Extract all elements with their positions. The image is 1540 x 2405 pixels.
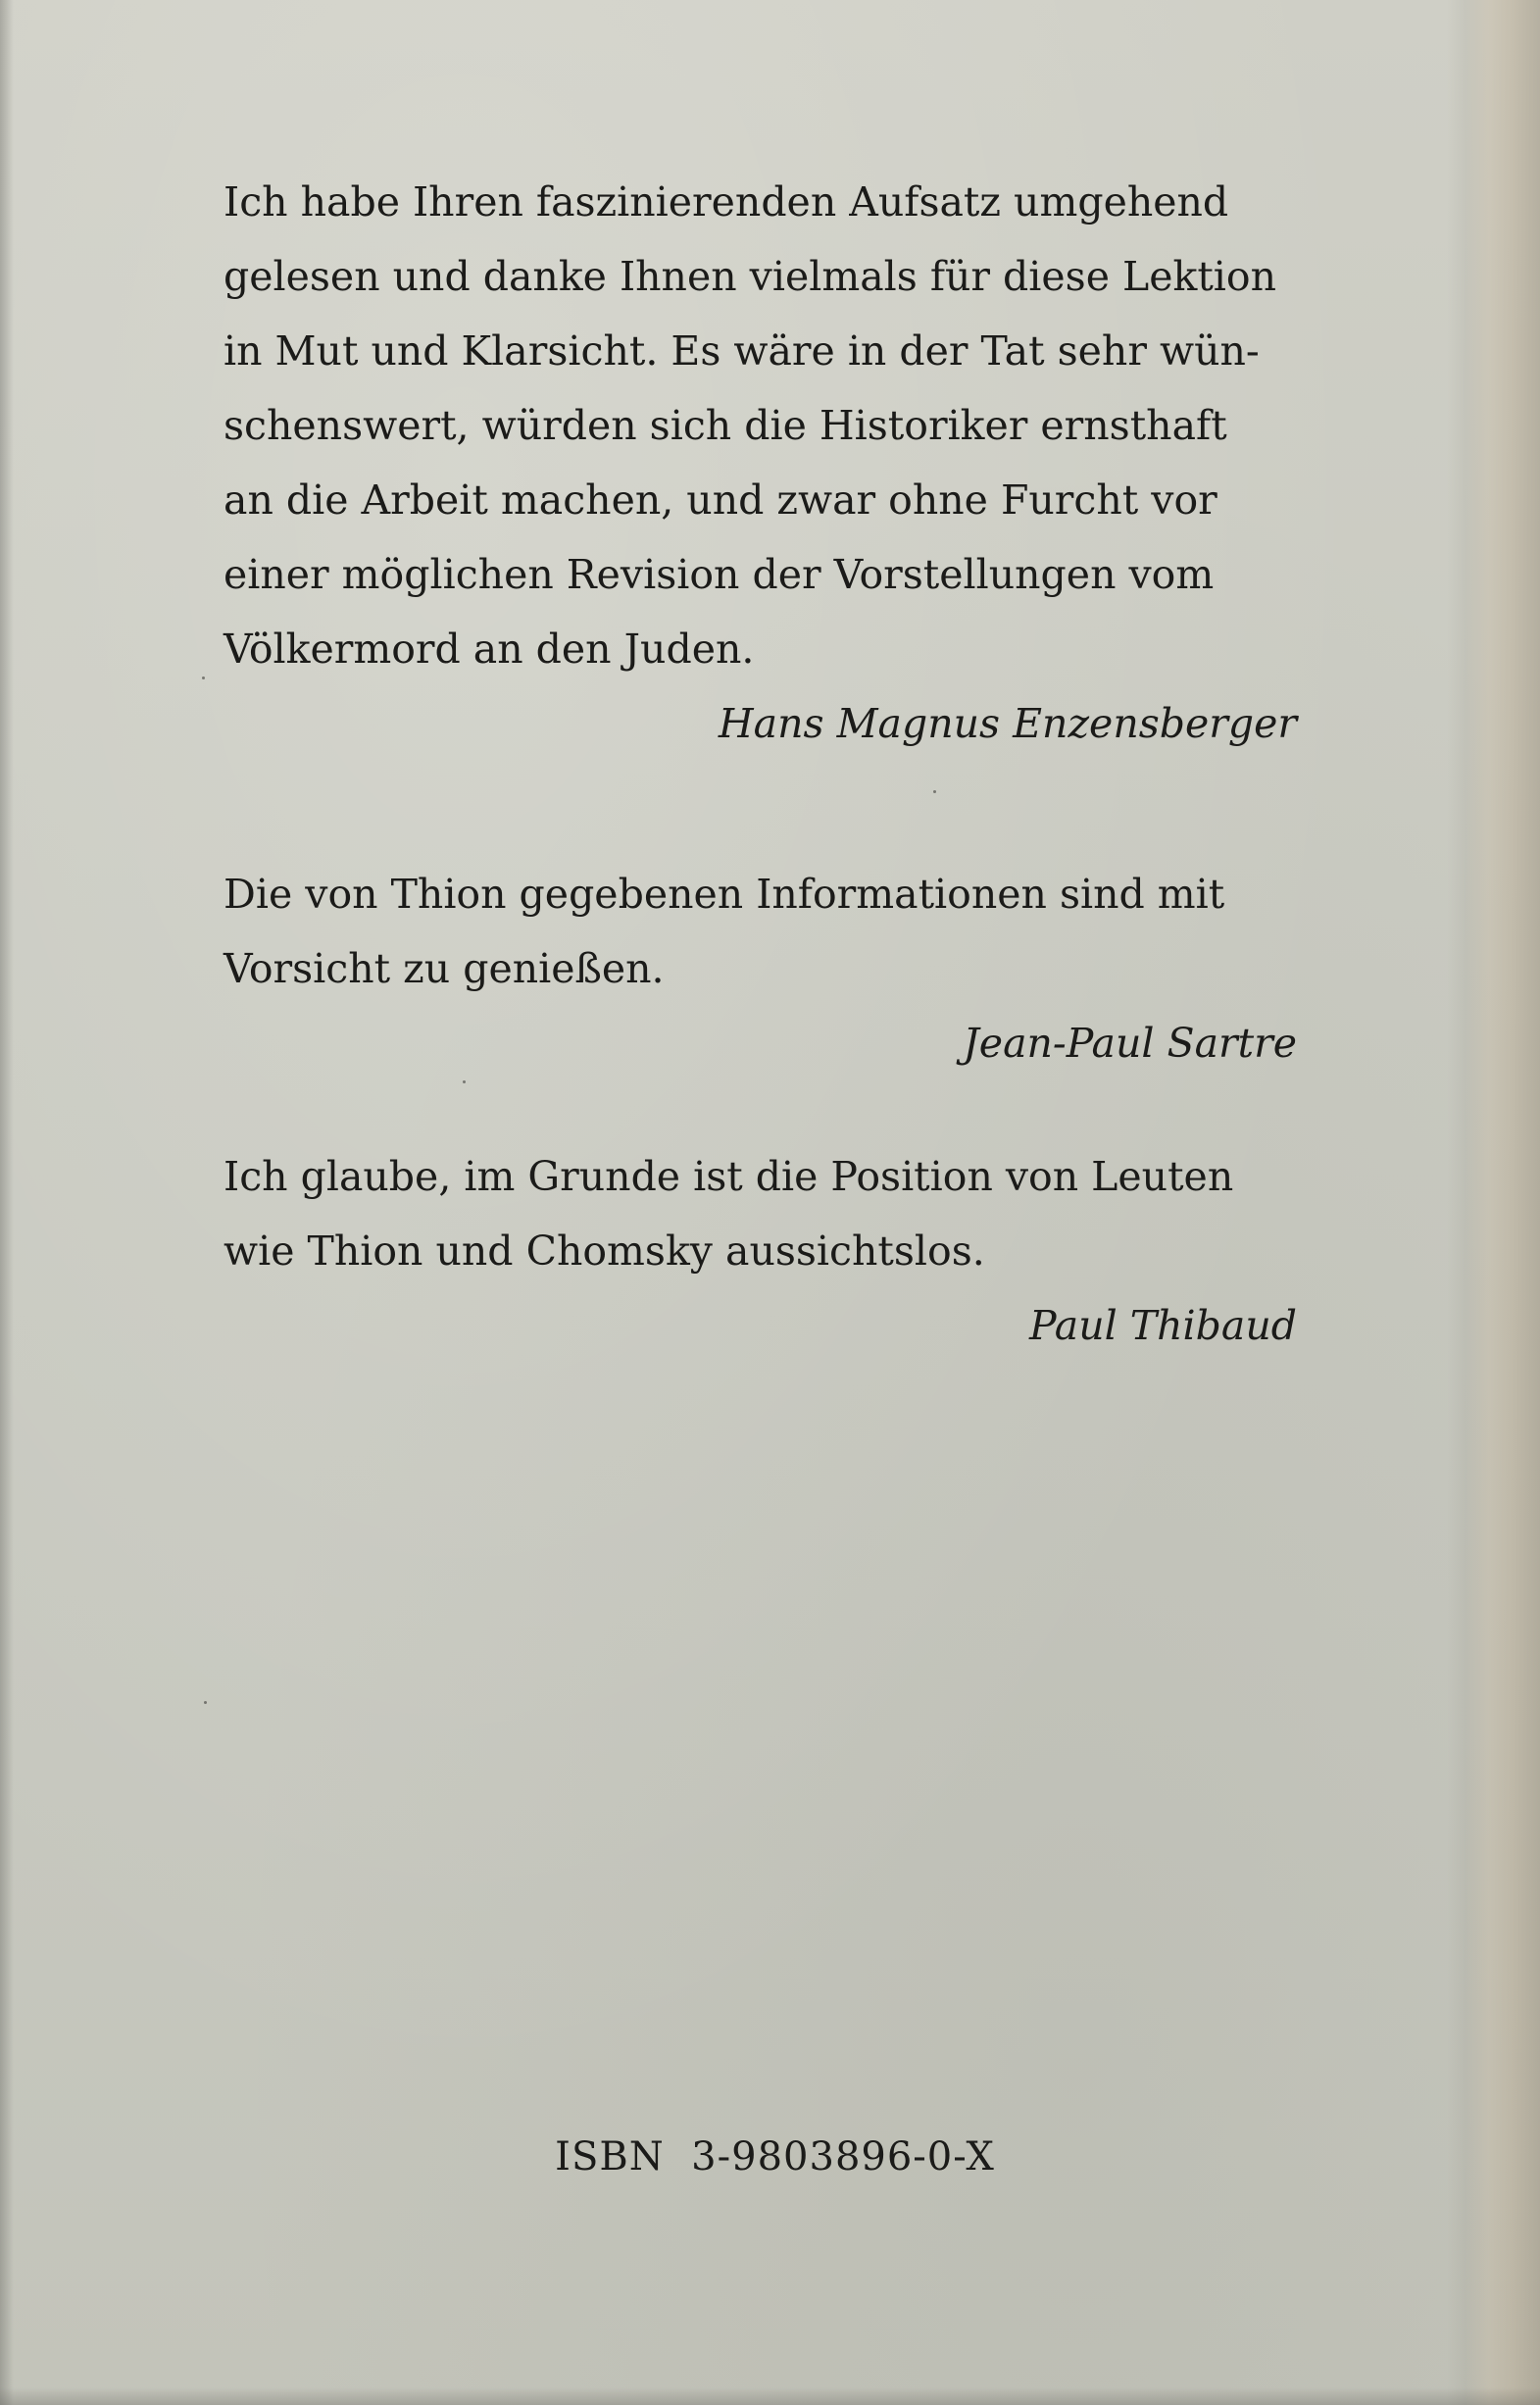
quote-line: an die Arbeit machen, und zwar ohne Furcht vor <box>224 476 1217 524</box>
quote-line: in Mut und Klarsicht. Es wäre in der Tat sehr wün- <box>224 327 1260 375</box>
paper-speck <box>202 676 205 679</box>
cover-spine-edge <box>1447 0 1540 2405</box>
quote-line: Ich habe Ihren faszinierenden Aufsatz umgehend <box>224 178 1229 225</box>
cover-bottom-edge <box>0 2387 1540 2405</box>
cover-left-edge <box>0 0 14 2405</box>
quote-line: gelesen und danke Ihnen vielmals für diese Lektion <box>224 253 1277 300</box>
quote-line: Völkermord an den Juden. <box>224 626 755 673</box>
paper-speck <box>204 1701 207 1704</box>
quote-thibaud <box>224 1139 1297 1363</box>
quotes-block <box>224 165 1297 1363</box>
quote-line: Die von Thion gegebenen Informationen sind mit <box>224 871 1225 918</box>
quote-line: Ich glaube, im Grunde ist die Position von Leuten <box>224 1153 1234 1200</box>
quote-line: wie Thion und Chomsky aussichtslos. <box>224 1228 985 1275</box>
quote-sartre <box>224 857 1297 1080</box>
quote-author: Jean-Paul Sartre <box>963 1020 1297 1067</box>
isbn-number: ISBN 3-9803896-0-X <box>555 2134 995 2180</box>
quote-author: Hans Magnus Enzensberger <box>718 700 1297 747</box>
quote-line: einer möglichen Revision der Vorstellungen vom <box>224 551 1215 598</box>
paper-speck <box>463 1080 466 1083</box>
quote-enzensberger <box>224 165 1297 761</box>
quote-author: Paul Thibaud <box>1029 1302 1297 1349</box>
quote-line: Vorsicht zu genießen. <box>224 945 665 992</box>
quote-line: schenswert, würden sich die Historiker ernsthaft <box>224 402 1227 449</box>
paper-speck <box>933 790 936 793</box>
